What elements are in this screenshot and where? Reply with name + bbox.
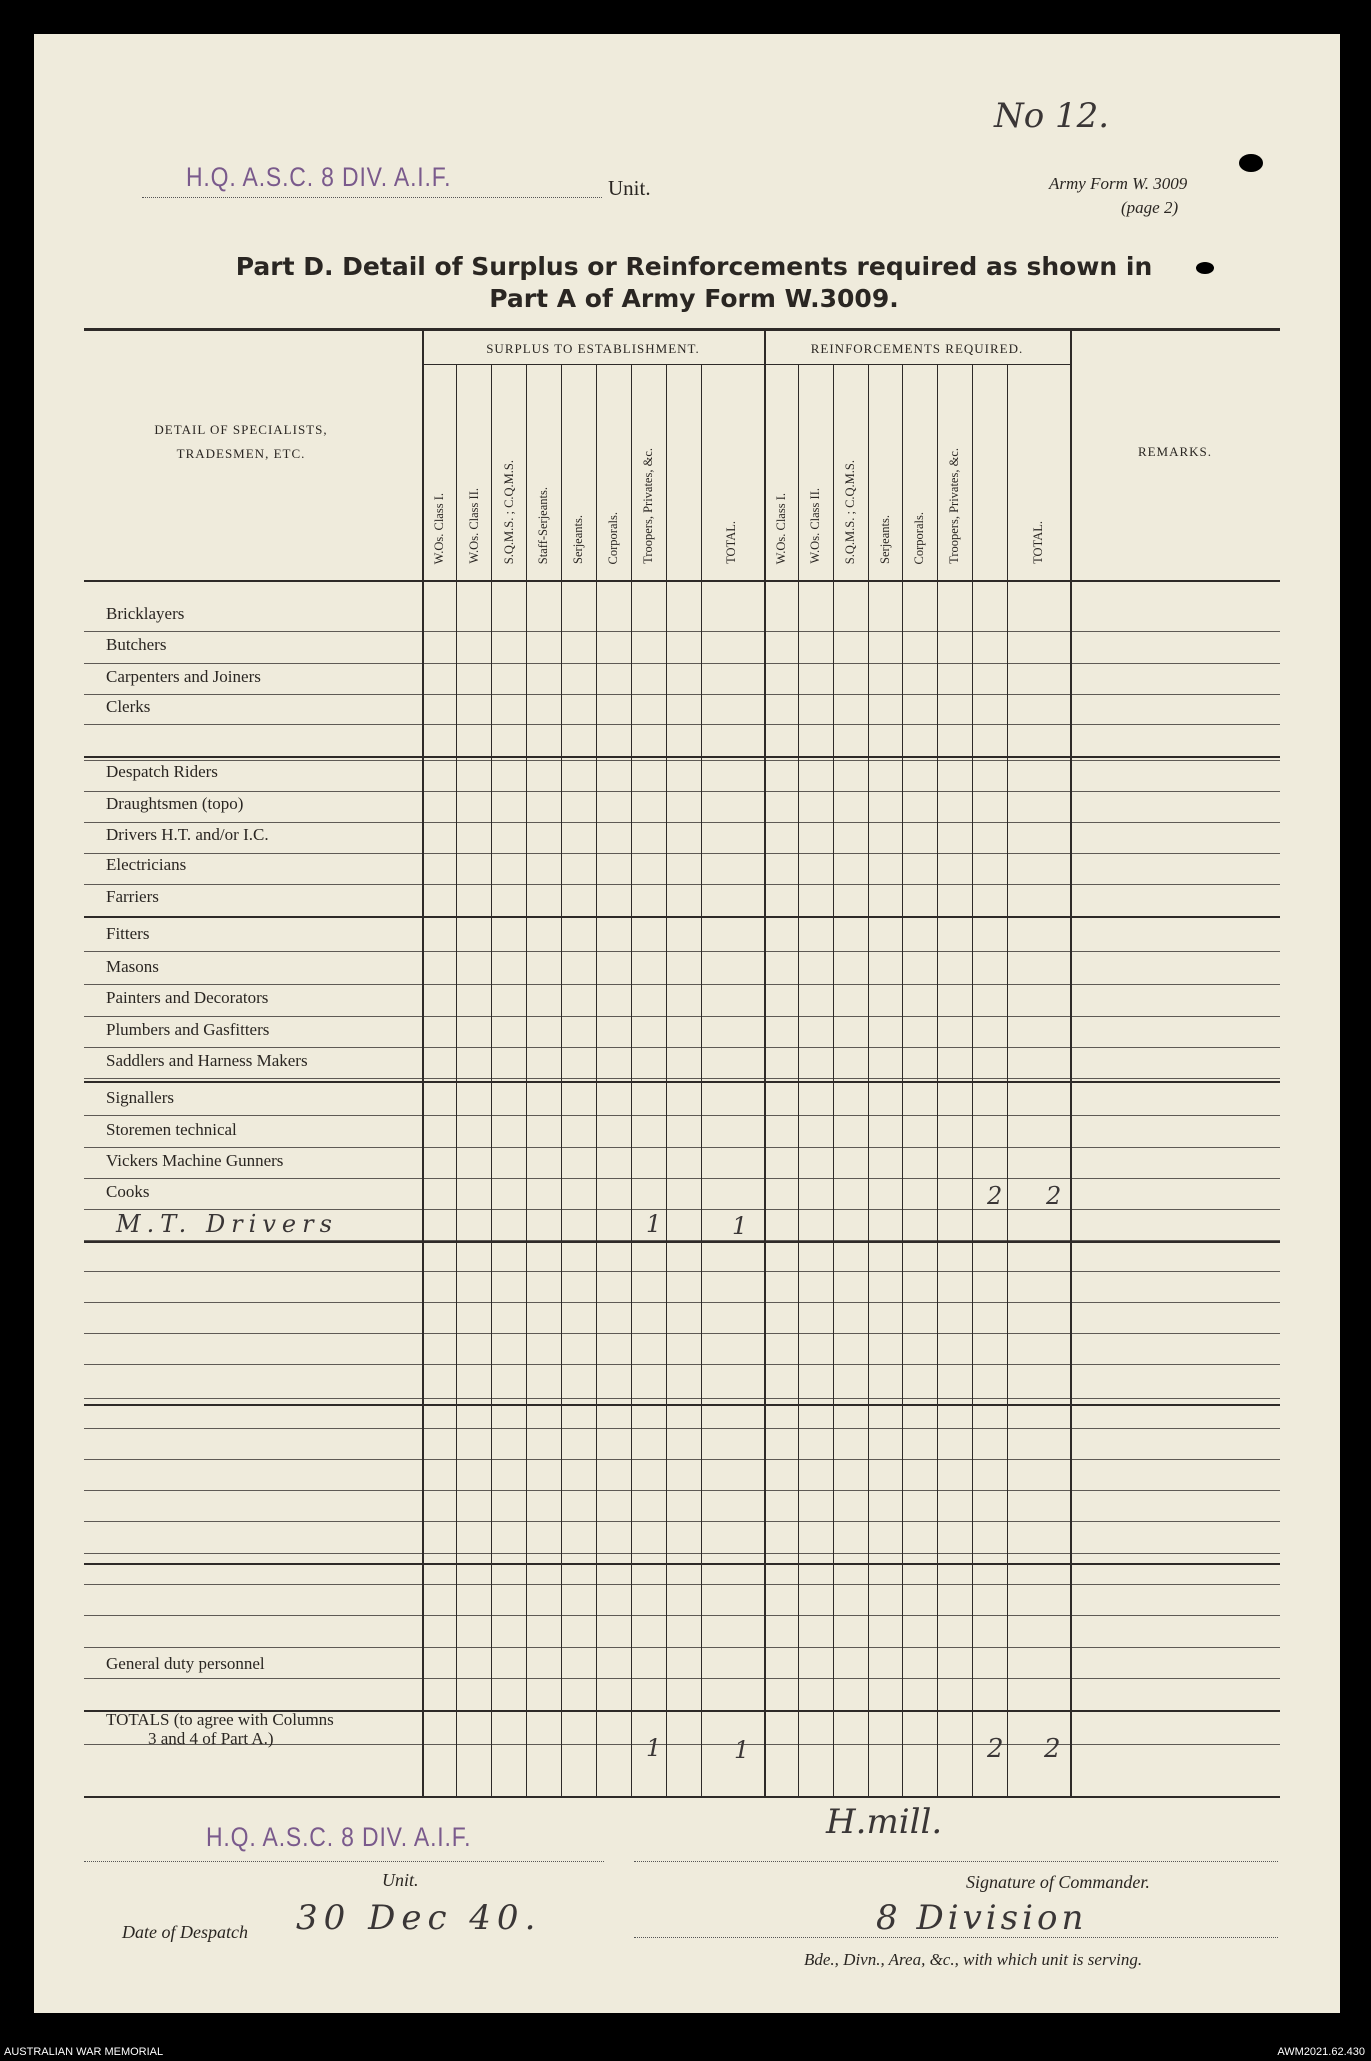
totals-label: TOTALS (to agree with Columns 3 and 4 of Part A.) <box>106 1710 334 1748</box>
form-name: Army Form W. 3009 <box>1049 174 1188 193</box>
group-rule <box>84 1404 1280 1406</box>
formation-label: Bde., Divn., Area, &c., with which unit is serving. <box>804 1950 1143 1969</box>
col-reinf-4: Corporals. <box>912 511 926 564</box>
row-label: Masons <box>106 957 159 976</box>
col-surplus-2: S.Q.M.S. ; C.Q.M.S. <box>502 459 516 564</box>
row-rule <box>84 760 1280 761</box>
row-rule <box>84 1584 1280 1585</box>
row-rule <box>84 984 1280 985</box>
title-line-1: Part D. Detail of Surplus or Reinforcements required as shown in <box>235 252 1153 281</box>
totals-surplus-troopers: 1 <box>646 1734 662 1762</box>
row-rule <box>84 631 1280 632</box>
row-label: Drivers H.T. and/or I.C. <box>106 825 269 844</box>
date-of-despatch: 30 Dec 40. <box>296 1898 542 1938</box>
mt-surplus-total: 1 <box>732 1212 748 1240</box>
group-rule <box>84 1241 1280 1243</box>
reference-note: No 12. <box>994 96 1110 136</box>
row-rule <box>84 663 1280 664</box>
row-rule <box>84 1459 1280 1460</box>
row-rule <box>84 1016 1280 1017</box>
row-label: Carpenters and Joiners <box>106 667 261 686</box>
row-label: Signallers <box>106 1088 174 1107</box>
archive-caption-left: AUSTRALIAN WAR MEMORIAL <box>4 2046 164 2058</box>
footer-unit-stamp: H.Q. A.S.C. 8 DIV. A.I.F. <box>206 1822 472 1852</box>
row-rule <box>84 791 1280 792</box>
formation-handwritten: 8 Division <box>876 1898 1088 1938</box>
footer-unit-label: Unit. <box>382 1870 419 1890</box>
col-reinf-total: TOTAL. <box>1031 521 1045 564</box>
handwritten-row-label: M.T. Drivers <box>116 1210 338 1238</box>
row-rule <box>84 1615 1280 1616</box>
totals-reinf-troopers: 2 <box>987 1734 1004 1764</box>
cooks-reinf-troopers: 2 <box>987 1182 1003 1210</box>
row-rule <box>84 1271 1280 1272</box>
row-label: Farriers <box>106 887 159 906</box>
row-rule <box>84 1521 1280 1522</box>
col-surplus-total: TOTAL. <box>724 521 738 564</box>
row-label: Plumbers and Gasfitters <box>106 1020 270 1039</box>
row-rule <box>84 822 1280 823</box>
row-rule <box>84 1678 1280 1679</box>
row-label: Storemen technical <box>106 1120 237 1139</box>
row-label: Bricklayers <box>106 604 185 623</box>
group-rule <box>84 1081 1280 1083</box>
row-rule <box>84 853 1280 854</box>
row-rule <box>84 1490 1280 1491</box>
row-rule <box>84 884 1280 885</box>
archive-caption-right: AWM2021.62.430 <box>1277 2046 1365 2058</box>
cooks-reinf-total: 2 <box>1046 1182 1062 1210</box>
col-surplus-1: W.Os. Class II. <box>467 488 481 564</box>
row-label: Saddlers and Harness Makers <box>106 1051 308 1070</box>
group-rule <box>84 1563 1280 1565</box>
row-rule <box>84 1428 1280 1429</box>
row-rule <box>84 1302 1280 1303</box>
row-rule <box>84 724 1280 725</box>
col-reinf-0: W.Os. Class I. <box>774 492 788 564</box>
row-label: Clerks <box>106 697 151 716</box>
form-sheet <box>34 34 1340 2013</box>
row-rule <box>84 951 1280 952</box>
group-rule <box>84 756 1280 758</box>
reinforcements-header: REINFORCEMENTS REQUIRED. <box>810 341 1024 356</box>
totals-reinf-total: 2 <box>1044 1734 1061 1764</box>
col-reinf-2: S.Q.M.S. ; C.Q.M.S. <box>843 459 857 564</box>
totals-surplus-total: 1 <box>734 1736 750 1764</box>
col-surplus-5: Corporals. <box>606 511 620 564</box>
row-rule <box>84 1147 1280 1148</box>
col-reinf-3: Serjeants. <box>878 515 892 564</box>
surplus-header: SURPLUS TO ESTABLISHMENT. <box>486 341 700 356</box>
row-rule <box>84 1178 1280 1179</box>
row-label: Electricians <box>106 855 187 874</box>
col-surplus-6: Troopers, Privates, &c. <box>641 448 655 564</box>
date-label: Date of Despatch <box>122 1922 248 1942</box>
row-rule <box>84 1047 1280 1048</box>
detail-header: DETAIL OF SPECIALISTS, TRADESMEN, ETC. <box>154 422 328 461</box>
page-label: (page 2) <box>1121 198 1179 217</box>
row-label: Cooks <box>106 1182 150 1201</box>
general-duty-label: General duty personnel <box>106 1654 265 1673</box>
row-rule <box>84 1553 1280 1554</box>
punch-hole <box>1239 154 1263 172</box>
row-label: Fitters <box>106 924 150 943</box>
row-rule <box>84 1364 1280 1365</box>
unit-label: Unit. <box>608 176 651 200</box>
row-label: Vickers Machine Gunners <box>106 1151 284 1170</box>
commander-signature: H.mill. <box>826 1802 943 1842</box>
row-rule <box>84 1647 1280 1648</box>
row-rule <box>84 1115 1280 1116</box>
col-reinf-5: Troopers, Privates, &c. <box>947 448 961 564</box>
row-rule <box>84 694 1280 695</box>
signature-line <box>634 1861 1278 1862</box>
row-rule <box>84 1398 1280 1399</box>
signature-label: Signature of Commander. <box>966 1872 1150 1892</box>
row-label: Butchers <box>106 635 167 654</box>
col-surplus-0: W.Os. Class I. <box>432 492 446 564</box>
row-label: Despatch Riders <box>106 762 218 781</box>
row-label: Draughtsmen (topo) <box>106 794 244 813</box>
title-line-2: Part A of Army Form W.3009. <box>489 284 899 313</box>
row-label: Painters and Decorators <box>106 988 269 1007</box>
unit-line <box>142 197 602 198</box>
mt-surplus-troopers: 1 <box>646 1210 662 1238</box>
remarks-header: REMARKS. <box>1137 444 1213 459</box>
group-rule <box>84 1796 1280 1798</box>
group-rule <box>84 916 1280 918</box>
unit-stamp: H.Q. A.S.C. 8 DIV. A.I.F. <box>186 162 452 192</box>
col-surplus-4: Serjeants. <box>571 515 585 564</box>
row-rule <box>84 1078 1280 1079</box>
row-rule <box>84 1333 1280 1334</box>
col-reinf-1: W.Os. Class II. <box>808 488 822 564</box>
footer-unit-line <box>84 1861 604 1862</box>
col-surplus-3: Staff-Serjeants. <box>536 486 550 564</box>
